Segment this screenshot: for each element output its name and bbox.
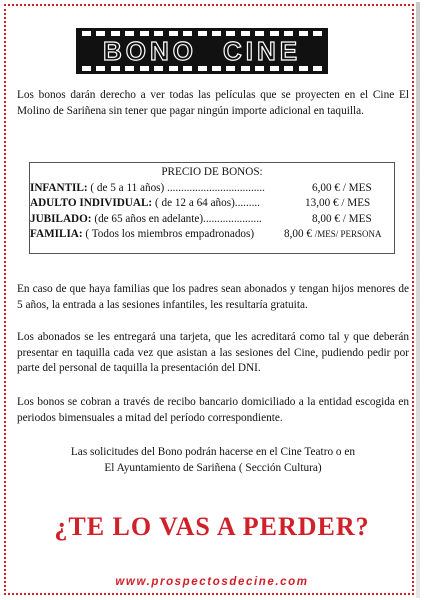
intro-paragraph: Los bonos darán derecho a ver todas las películas que se proyecten en el Cine El Molino de Sariñena sin tener que pagar ningún importe adicional en taquilla. [17,89,409,117]
children-paragraph: En caso de que haya familias que los padres sean abonados y tengan hijos menores de 5 años, la entrada a las sesiones infantiles, les resultaría gratuita. [17,283,409,311]
price-row-detail: ( de 12 a 64 años)......... [152,197,260,209]
price-box [29,162,395,254]
price-row-amount [284,227,382,243]
price-row-detail: ( de 5 a 11 años) ................................... [87,181,265,194]
price-row-familia [30,227,394,243]
slogan: ¿TE LO VAS A PERDER? [54,512,370,541]
price-row-label: JUBILADO: [30,212,92,225]
price-row-adulto [30,196,394,212]
price-row-amount-value: 8,00 € [284,228,315,240]
requests-line-2: El Ayuntamiento de Sariñena ( Sección Cultura) [104,462,322,474]
price-row-detail: ( Todos los miembros empadronados) [82,228,255,240]
billing-paragraph: Los bonos se cobran a través de recibo bancario domiciliado a la entidad escogida en periodos bimensuales a mitad del período correspondiente. [17,396,409,424]
header-word-bono: BONO [102,36,197,66]
requests-line-1: Las solicitudes del Bono podrán hacerse en el Cine Teatro o en [70,446,356,458]
price-row-jubilado [30,212,394,228]
footer-website-link[interactable]: www.prospectosdecine.com [115,576,309,588]
page-edge-shadow [416,2,420,598]
price-row-unit: /MES/ PERSONA [314,229,382,239]
price-row-detail: (de 65 años en adelante)..................... [91,212,262,225]
price-row-label: ADULTO INDIVIDUAL: [30,197,153,209]
price-row-amount: 6,00 € / MES [312,181,372,194]
price-row-amount: 13,00 € / MES [305,197,371,209]
price-row-label: INFANTIL: [30,181,88,194]
price-row-label: FAMILIA: [30,228,83,240]
film-strip-header [76,28,328,74]
film-perforations-bottom [82,66,322,71]
header-title [76,36,328,66]
price-row-amount: 8,00 € / MES [312,212,372,225]
price-box-title: PRECIO DE BONOS: [161,166,263,178]
card-paragraph: Los abonados se les entregará una tarjeta, que les acreditará como tal y que deberán presentar en taquilla cada vez que asistan a las sesiones del Cine, pudiendo pedir por parte del personal de taquilla la presentación del DNI. [17,331,409,374]
price-row-infantil [30,181,394,197]
header-word-cine: CINE [222,36,302,66]
